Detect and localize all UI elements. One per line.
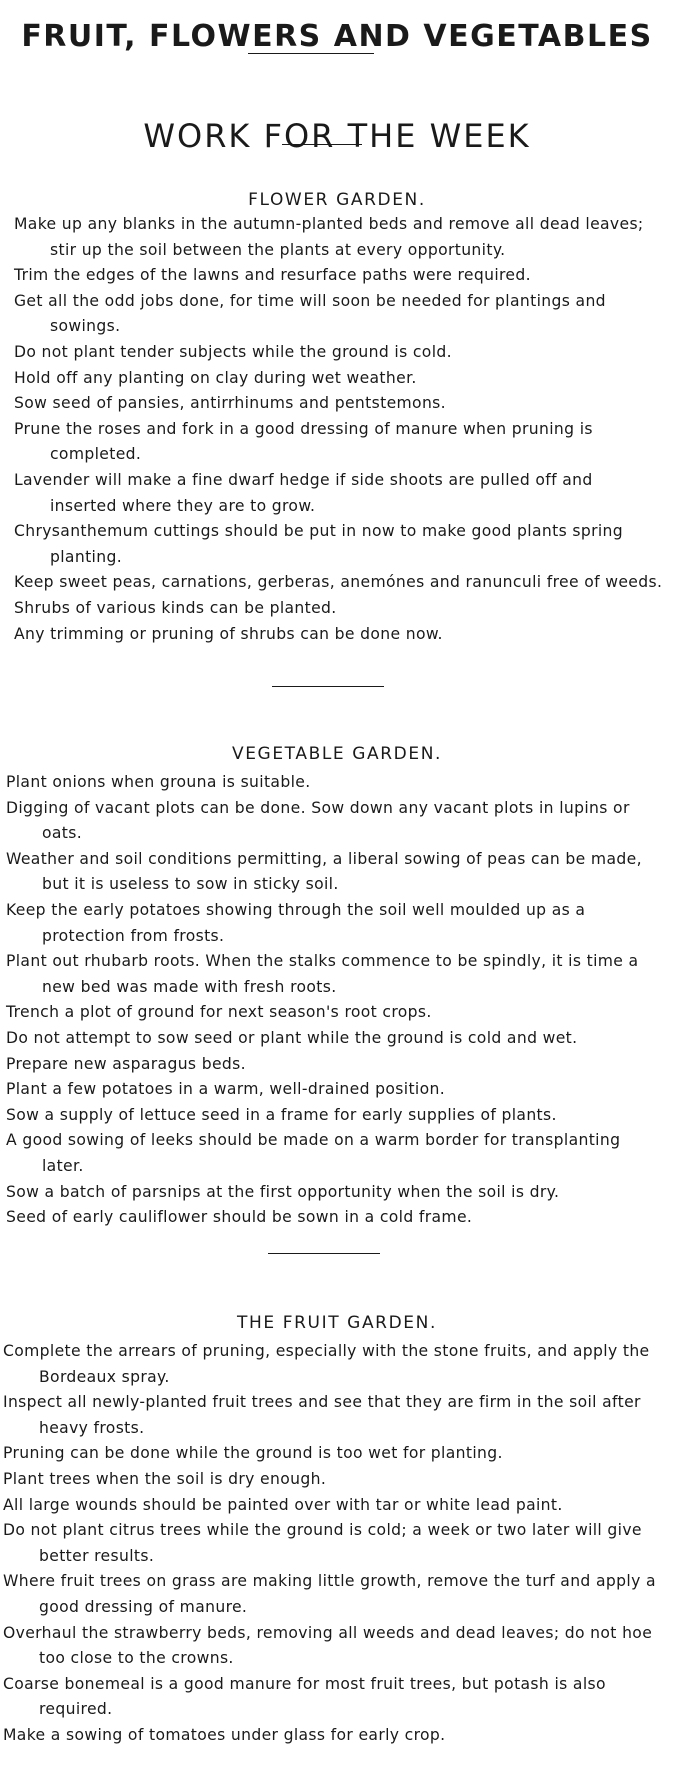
list-item: Any trimming or pruning of shrubs can be done now.	[14, 624, 443, 643]
list-item: Coarse bonemeal is a good manure for most fruit trees, but potash is also required.	[3, 1674, 606, 1719]
list-item: Complete the arrears of pruning, especially with the stone fruits, and apply the Bordeaux spray.	[3, 1342, 650, 1386]
list-item: Do not plant citrus trees while the ground is cold; a week or two later will give better results.	[3, 1521, 642, 1565]
list-item: Sow a batch of parsnips at the first opportunity when the soil is dry.	[6, 1182, 560, 1201]
subtitle-divider	[282, 144, 362, 145]
list-item: Sow a supply of lettuce seed in a frame for early supplies of plants.	[6, 1105, 557, 1124]
list-item: Pruning can be done while the ground is too wet for planting.	[3, 1444, 503, 1463]
vegetable-garden-list	[6, 770, 666, 1231]
list-item: Keep sweet peas, carnations, gerberas, anemónes and ranunculi free of weeds.	[14, 573, 663, 592]
list-item: Where fruit trees on grass are making little growth, remove the turf and apply a good dressing of manure.	[3, 1572, 656, 1616]
list-item: Trim the edges of the lawns and resurface paths were required.	[14, 266, 531, 285]
page-subtitle: WORK FOR THE WEEK	[143, 116, 531, 155]
masthead-title: FRUIT, FLOWERS AND VEGETABLES	[21, 19, 653, 55]
list-item: Make a sowing of tomatoes under glass for early crop.	[3, 1725, 446, 1744]
list-item: Lavender will make a fine dwarf hedge if side shoots are pulled off and inserted where they are to grow.	[14, 470, 593, 515]
flower-garden-list	[14, 212, 664, 647]
list-item: Plant out rhubarb roots. When the stalks commence to be spindly, it is time a new bed was made with fresh roots.	[6, 952, 639, 996]
list-item: Seed of early cauliflower should be sown in a cold frame.	[6, 1208, 473, 1227]
list-item: Inspect all newly-planted fruit trees and see that they are firm in the soil after heavy frosts.	[3, 1393, 641, 1437]
list-item: Plant onions when grouna is suitable.	[6, 773, 311, 791]
list-item: Sow seed of pansies, antirrhinums and pentstemons.	[14, 394, 446, 413]
section-divider	[268, 1253, 380, 1254]
list-item: Chrysanthemum cuttings should be put in now to make good plants spring planting.	[14, 522, 624, 566]
section-divider	[272, 686, 384, 687]
list-item: Prepare new asparagus beds.	[6, 1054, 246, 1073]
list-item: A good sowing of leeks should be made on a warm border for transplanting later.	[6, 1131, 621, 1175]
list-item: Keep the early potatoes showing through the soil well moulded up as a protection from frosts.	[6, 900, 586, 945]
masthead-divider	[248, 53, 374, 54]
list-item: Get all the odd jobs done, for time will soon be needed for plantings and sowings.	[14, 291, 606, 336]
fruit-garden-heading: THE FRUIT GARDEN.	[237, 1313, 437, 1333]
list-item: Make up any blanks in the autumn-planted beds and remove all dead leaves; stir up the soil between the plants at every opportunity.	[14, 215, 644, 259]
list-item: Shrubs of various kinds can be planted.	[14, 598, 337, 617]
list-item: Plant trees when the soil is dry enough.	[3, 1469, 327, 1488]
list-item: Weather and soil conditions permitting, a liberal sowing of peas can be made, but it is useless to sow in sticky soil.	[6, 849, 642, 894]
list-item: Do not attempt to sow seed or plant while the ground is cold and wet.	[6, 1028, 578, 1047]
list-item: All large wounds should be painted over with tar or white lead paint.	[3, 1495, 563, 1514]
list-item: Prune the roses and fork in a good dressing of manure when pruning is completed.	[14, 419, 593, 464]
list-item: Digging of vacant plots can be done. Sow down any vacant plots in lupins or oats.	[6, 798, 630, 843]
flower-garden-heading: FLOWER GARDEN.	[248, 190, 426, 210]
list-item: Hold off any planting on clay during wet weather.	[14, 368, 417, 387]
list-item: Plant a few potatoes in a warm, well-drained position.	[6, 1080, 446, 1099]
fruit-garden-list	[3, 1339, 665, 1749]
list-item: Trench a plot of ground for next season's root crops.	[6, 1003, 432, 1022]
vegetable-garden-heading: VEGETABLE GARDEN.	[231, 744, 443, 764]
list-item: Do not plant tender subjects while the ground is cold.	[14, 342, 452, 361]
list-item: Overhaul the strawberry beds, removing all weeds and dead leaves; do not hoe too close to the crowns.	[3, 1623, 653, 1668]
